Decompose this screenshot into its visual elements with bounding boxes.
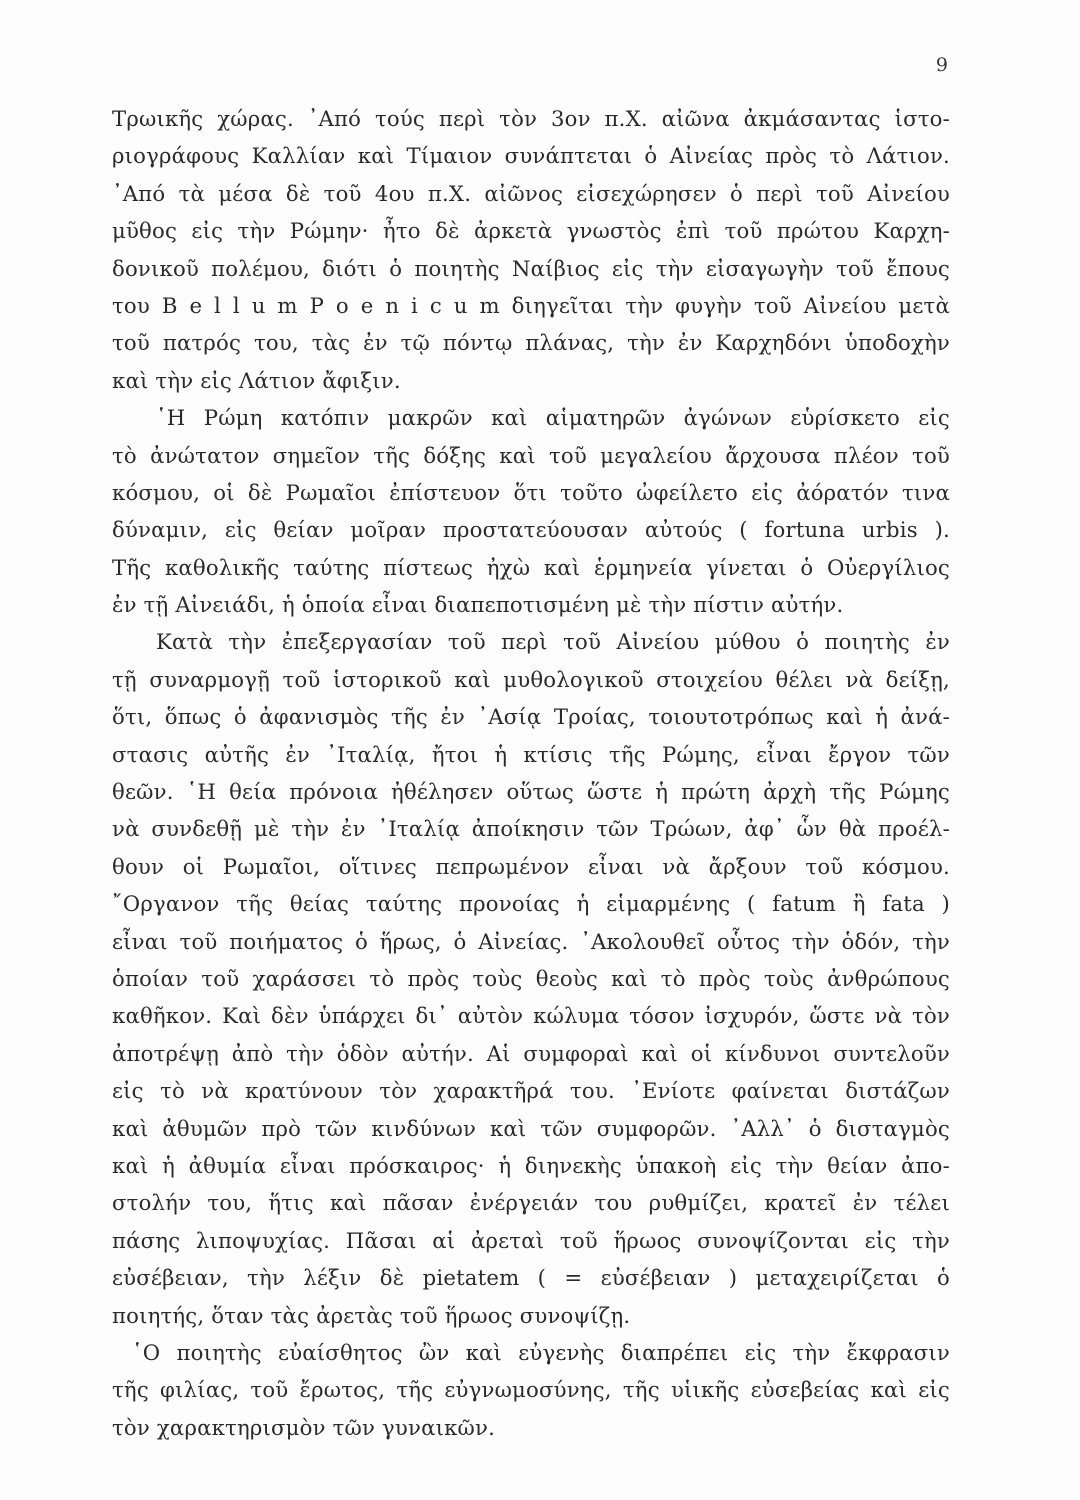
text-line: τῇ συναρμογῇ τοῦ ἱστορικοῦ καὶ μυθολογικοῦ στοιχείου θέλει νὰ δείξῃ, (112, 666, 950, 692)
text-line: Τρωικῆς χώρας. ᾿Από τούς περὶ τὸν 3ον π.Χ. αἰῶνα ἀκμάσαντας ἱστο- (112, 106, 950, 131)
text-line: του B e l l u m P o e n i c u m διηγεῖται τὴν φυγὴν τοῦ Αἰνείου μετὰ (112, 292, 950, 318)
text-line: ἀποτρέψῃ ἀπὸ τὴν ὁδὸν αὐτήν. Αἱ συμφοραὶ καὶ οἱ κίνδυνοι συντελοῦν (112, 1040, 950, 1066)
text-line: ποιητής, ὅταν τὰς ἀρετὰς τοῦ ἥρωος συνοψίζῃ. (112, 1302, 631, 1328)
text-line: καὶ τὴν εἰς Λάτιον ἄφιξιν. (112, 367, 401, 393)
text-line: ῾Η Ρώμη κατόπιν μακρῶν καὶ αἱματηρῶν ἀγώνων εὑρίσκετο εἰς (156, 405, 950, 431)
text-line: καὶ ἀθυμῶν πρὸ τῶν κινδύνων καὶ τῶν συμφορῶν. ᾿Αλλ᾿ ὁ δισταγμὸς (112, 1115, 950, 1141)
text-line: ὅτι, ὅπως ὁ ἀφανισμὸς τῆς ἐν ᾿Ασίᾳ Τροίας, τοιουτοτρόπως καὶ ἡ ἀνά- (112, 704, 950, 730)
text-line: εἶναι τοῦ ποιήματος ὁ ἥρως, ὁ Αἰνείας. ᾿Ακολουθεῖ οὗτος τὴν ὁδόν, τὴν (112, 928, 950, 954)
text-line: στολήν του, ἥτις καὶ πᾶσαν ἐνέργειάν του ρυθμίζει, κρατεῖ ἐν τέλει (112, 1190, 950, 1216)
text-line: εἰς τὸ νὰ κρατύνουν τὸν χαρακτῆρά του. ᾿Ενίοτε φαίνεται διστάζων (112, 1078, 950, 1104)
text-line: πάσης λιποψυχίας. Πᾶσαι αἱ ἀρεταὶ τοῦ ἥρωος συνοψίζονται εἰς τὴν (112, 1227, 950, 1253)
text-line: ὁποίαν τοῦ χαράσσει τὸ πρὸς τοὺς θεοὺς καὶ τὸ πρὸς τοὺς ἀνθρώπους (112, 965, 950, 991)
text-line: εὐσέβειαν, τὴν λέξιν δὲ pietatem ( = εὐσέβειαν ) μεταχειρίζεται ὁ (112, 1265, 950, 1291)
text-line: θεῶν. ῾Η θεία πρόνοια ἠθέλησεν οὕτως ὥστε ἡ πρώτη ἀρχὴ τῆς Ρώμης (112, 779, 950, 805)
text-line: δύναμιν, εἰς θείαν μοῖραν προστατεύουσαν αὐτούς ( fortuna urbis ). (112, 517, 950, 543)
text-line: Κατὰ τὴν ἐπεξεργασίαν τοῦ περὶ τοῦ Αἰνείου μύθου ὁ ποιητὴς ἐν (156, 629, 950, 655)
text-line: καθῆκον. Καὶ δὲν ὑπάρχει δι᾿ αὐτὸν κώλυμα τόσον ἰσχυρόν, ὥστε νὰ τὸν (112, 1003, 950, 1029)
text-line: Τῆς καθολικῆς ταύτης πίστεως ἠχὼ καὶ ἑρμηνεία γίνεται ὁ Οὐεργίλιος (112, 554, 950, 580)
text-line: ῎Οργανον τῆς θείας ταύτης προνοίας ἡ εἱμαρμένης ( fatum ἢ fata ) (112, 891, 950, 917)
text-line: μῦθος εἰς τὴν Ρώμην· ἦτο δὲ ἀρκετὰ γνωστὸς ἐπὶ τοῦ πρώτου Καρχη- (112, 218, 950, 244)
text-line: ᾿Από τὰ μέσα δὲ τοῦ 4ου π.Χ. αἰῶνος εἰσεχώρησεν ὁ περὶ τοῦ Αἰνείου (112, 180, 950, 206)
text-line: τοῦ πατρός του, τὰς ἐν τῷ πόντῳ πλάνας, τὴν ἐν Καρχηδόνι ὑποδοχὴν (112, 330, 950, 356)
text-line: καὶ ἡ ἀθυμία εἶναι πρόσκαιρος· ἡ διηνεκὴς ὑπακοὴ εἰς τὴν θείαν ἀπο- (112, 1152, 950, 1178)
body-text (112, 100, 950, 1446)
text-line: τὸν χαρακτηρισμὸν τῶν γυναικῶν. (112, 1414, 496, 1440)
text-line: δονικοῦ πολέμου, διότι ὁ ποιητὴς Ναίβιος εἰς τὴν εἰσαγωγὴν τοῦ ἔπους (112, 255, 950, 281)
text-line: ἐν τῇ Αἰνειάδι, ἡ ὁποία εἶναι διαπεποτισμένη μὲ τὴν πίστιν αὐτήν. (112, 592, 844, 618)
text-line: κόσμου, οἱ δὲ Ρωμαῖοι ἐπίστευον ὅτι τοῦτο ὠφείλετο εἰς ἀόρατόν τινα (112, 479, 950, 505)
text-line: τὸ ἀνώτατον σημεῖον τῆς δόξης καὶ τοῦ μεγαλείου ἄρχουσα πλέον τοῦ (112, 442, 950, 468)
page-number: 9 (935, 54, 948, 76)
text-line: θουν οἱ Ρωμαῖοι, οἵτινες πεπρωμένον εἶναι νὰ ἄρξουν τοῦ κόσμου. (112, 853, 950, 879)
text-line: ριογράφους Καλλίαν καὶ Τίμαιον συνάπτεται ὁ Αἰνείας πρὸς τὸ Λάτιον. (112, 143, 950, 169)
text-line: ῾Ο ποιητὴς εὐαίσθητος ὢν καὶ εὐγενὴς διαπρέπει εἰς τὴν ἔκφρασιν (132, 1339, 950, 1365)
text-line: στασις αὐτῆς ἐν ᾿Ιταλίᾳ, ἤτοι ἡ κτίσις τῆς Ρώμης, εἶναι ἔργον τῶν (112, 741, 950, 767)
text-line: νὰ συνδεθῇ μὲ τὴν ἐν ᾿Ιταλίᾳ ἀποίκησιν τῶν Τρώων, ἀφ᾿ ὧν θὰ προέλ- (112, 816, 950, 842)
text-line: τῆς φιλίας, τοῦ ἔρωτος, τῆς εὐγνωμοσύνης, τῆς υἱικῆς εὐσεβείας καὶ εἰς (112, 1377, 950, 1403)
